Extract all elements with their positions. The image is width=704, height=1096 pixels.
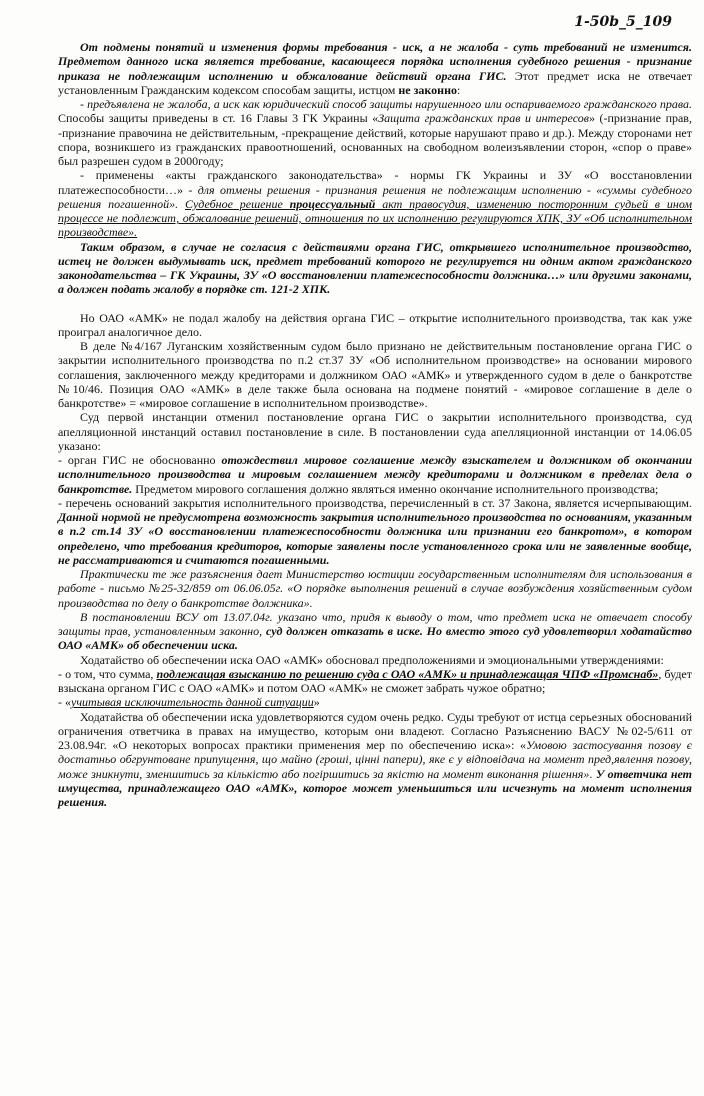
- paragraph-gis-unfounded: [58, 453, 692, 496]
- text-run: предъявлена не жалоба, а иск как юридический способ защиты нарушенного или оспариваемого гражданского права.: [87, 97, 693, 111]
- text-run: » (-признание прав, -признание правочина не действительным, -прекращение действий, которые нарушают право и др.). Между сторонами нет спора, возникшего из гражданских правоотношений, основанных на свободном волеизъявлении сторон, «спор о праве» был разрешен судом в 2000году;: [58, 111, 692, 168]
- text-run: В деле №4/167 Луганским хозяйственным судом было признано не действительным постановление органа ГИС о закрытии исполнительного производства по п.2 ст.37 ЗУ «Об исполнительном производстве» на основании мирового соглашения, заключенного между кредиторами и должником ОАО «АМК» и утвержденного судом в деле о банкротстве №10/46. Позиция ОАО «АМК» в деле также была основана на подмене понятий - «мировое соглашение в деле о банкротстве» = «мировое соглашение в исполнительном производстве».: [58, 339, 692, 410]
- text-run: - о том, что сумма,: [58, 666, 157, 681]
- paragraph-no-complaint: [58, 311, 692, 340]
- text-run: От подмены понятий и изменения формы требования - иск, а не жалоба - суть требований не изменится. Предметом данного иска является требование, касающееся порядка исполнения судебного решения - признание приказа не подлежащим исполнению и обжалование действий органа ГИС.: [58, 40, 692, 83]
- text-run: У ответчика нет имущества, принадлежащего ОАО «АМК», которое может уменьшиться или исчезнуть на момент исполнения решения.: [58, 766, 693, 809]
- text-run: -: [80, 97, 88, 111]
- text-run: Но ОАО «АМК» не подал жалобу на действия органа ГИС – открытие исполнительного производства, так как уже проиграл аналогичное дело.: [58, 310, 692, 339]
- text-run: подлежащая взысканию по решению суда с ОАО «АМК» и принадлежащая ЧПФ «Промснаб»: [156, 666, 659, 681]
- paragraph-motions-rarely: [58, 710, 692, 810]
- text-run: Таким образом, в случае не согласия с действиями органа ГИС, открывшего исполнительное производство, истец не должен выдумывать иск, предмет требований которого не регулируется ни одним актом гражданского законодательства – ГК Украины, ЗУ «О восстановлении платежеспособности должника…» или другими законами, а должен подать жалобу в порядке ст. 121-2 ХПК.: [58, 239, 692, 297]
- text-run: не законно: [398, 82, 458, 97]
- text-run: , будет взыскана органом ГИС с ОАО «АМК» и потом ОАО «АМК» не сможет забрать чужое обратно;: [58, 666, 692, 695]
- text-run: Судебное решение: [184, 196, 290, 211]
- paragraph-sum: [58, 667, 692, 696]
- text-run: отождествил мировое соглашение между взыскателем и должником об окончании исполнительного производства и мировым соглашением между кредиторами и должником в пределах дела о банкротстве.: [58, 453, 693, 496]
- text-run: акт правосудия, изменению посторонним судьей в ином процессе не подлежит, обжалование решений, отношения по их исполнению регулируются ХПК, ЗУ «Об исполнительном производстве».: [58, 196, 693, 240]
- paragraph-case-4-167: [58, 339, 692, 410]
- paragraph-vsu-resolution: [58, 610, 692, 653]
- paragraph-subject: [58, 40, 692, 97]
- text-run: Этот предмет иска не отвечает установленным Гражданским кодексом способам защиты, истцом: [58, 68, 692, 97]
- document-id: 1-50b_5_109: [574, 14, 672, 30]
- text-run: Умовою застосування позову є достатньо обгрунтоване припущення, що майно (гроші, цінні папери), яке є у відповідача на момент пред,явлення позову, може зникнути, зменшитись за кількістю або погіршитись за якістю на момент виконання рішення»: [58, 738, 692, 781]
- paragraph-civil-law-acts: [58, 168, 692, 239]
- text-run: для отмены решения - признания решения не подлежащим исполнению - «суммы судебного решения погашенной».: [58, 182, 693, 211]
- text-run: Суд первой инстанции отменил постановление органа ГИС о закрытии исполнительного производства, суд апелляционной инстанций оставил постановление в силе. В постановлении суда апелляционной инстанции от 14.06.05 указано:: [58, 410, 692, 453]
- text-run: - перечень оснований закрытия исполнительного производства, перечисленный в ст. 37 Закона, является исчерпывающим.: [58, 495, 692, 510]
- text-run: Способы защиты приведены в ст. 16 Главы 3 ГК Украины «: [58, 111, 379, 126]
- text-run: - орган ГИС не обоснованно: [58, 453, 222, 467]
- text-run: Предметом мирового соглашения должно являться именно окончание исполнительного производства;: [132, 481, 659, 496]
- text-run: Ходатайства об обеспечении иска удовлетворяются судом очень редко. Суды требуют от истца серьезных обоснований ограничения ответчика в правах на имуществo, которым они владеют. Согласно Разъяснению ВАСУ №02-5/611 от 23.08.94г. «О некоторых вопросах практики применения мер по обеспечению иска»: «: [58, 709, 692, 752]
- text-run: .: [589, 766, 596, 781]
- paragraph-motion: [58, 653, 692, 667]
- text-run: - «: [58, 695, 71, 710]
- text-run: В постановлении ВСУ от 13.07.04г. указано что, придя к выводу о том, что предмет иска не отвечает способу защиты прав, установленным законно,: [58, 609, 692, 638]
- text-run: - применены «акты гражданского законодательства» - нормы ГК Украины и ЗУ «О восстановлении платежеспособности…» -: [58, 168, 692, 197]
- text-run: :: [457, 82, 461, 97]
- paragraph-exceptional: [58, 695, 692, 709]
- paragraph-claim-not-complaint: [58, 97, 692, 168]
- text-run: процессуальный: [289, 196, 376, 211]
- paragraph-appeal: [58, 410, 692, 453]
- text-run: Ходатайство об обеспечении иска ОАО «АМК» обосновал предположениями и эмоциональными утверждениями:: [80, 652, 664, 667]
- text-run: Данной нормой не предусмотрена возможность закрытия исполнительного производства по основаниям, указанным в п.2 ст.14 ЗУ «О восстановлении платежеспособности должника или признании его банкротом», в котором определено, что требования кредиторов, которые заявлены после установленного срока или не заявленные вообще, не рассматриваются и считаются погашенными.: [58, 510, 692, 567]
- paragraph-conclusion: [58, 240, 692, 297]
- paragraph-exhaustive-list: [58, 496, 692, 567]
- text-run: Защита гражданских прав и интересов: [378, 111, 589, 126]
- document-body: [58, 40, 692, 1092]
- text-run: »: [313, 695, 320, 710]
- text-run: Практически те же разъяснения дает Министерство юстиции государственным исполнителям для использования в работе - письмо №25-32/859 от 06.06.05г. «О порядке выполнения решений в случае возбуждения хозяйственным судом производства по делу о банкротстве должника».: [58, 567, 692, 610]
- text-run: суд должен отказать в иске. Но вместо этого суд удовлетворил ходатайство ОАО «АМК» об обеспечении иска.: [58, 624, 692, 653]
- text-run: [178, 197, 185, 211]
- paragraph-ministry-letter: [58, 567, 692, 610]
- text-run: учитывая исключительность данной ситуации: [71, 695, 314, 710]
